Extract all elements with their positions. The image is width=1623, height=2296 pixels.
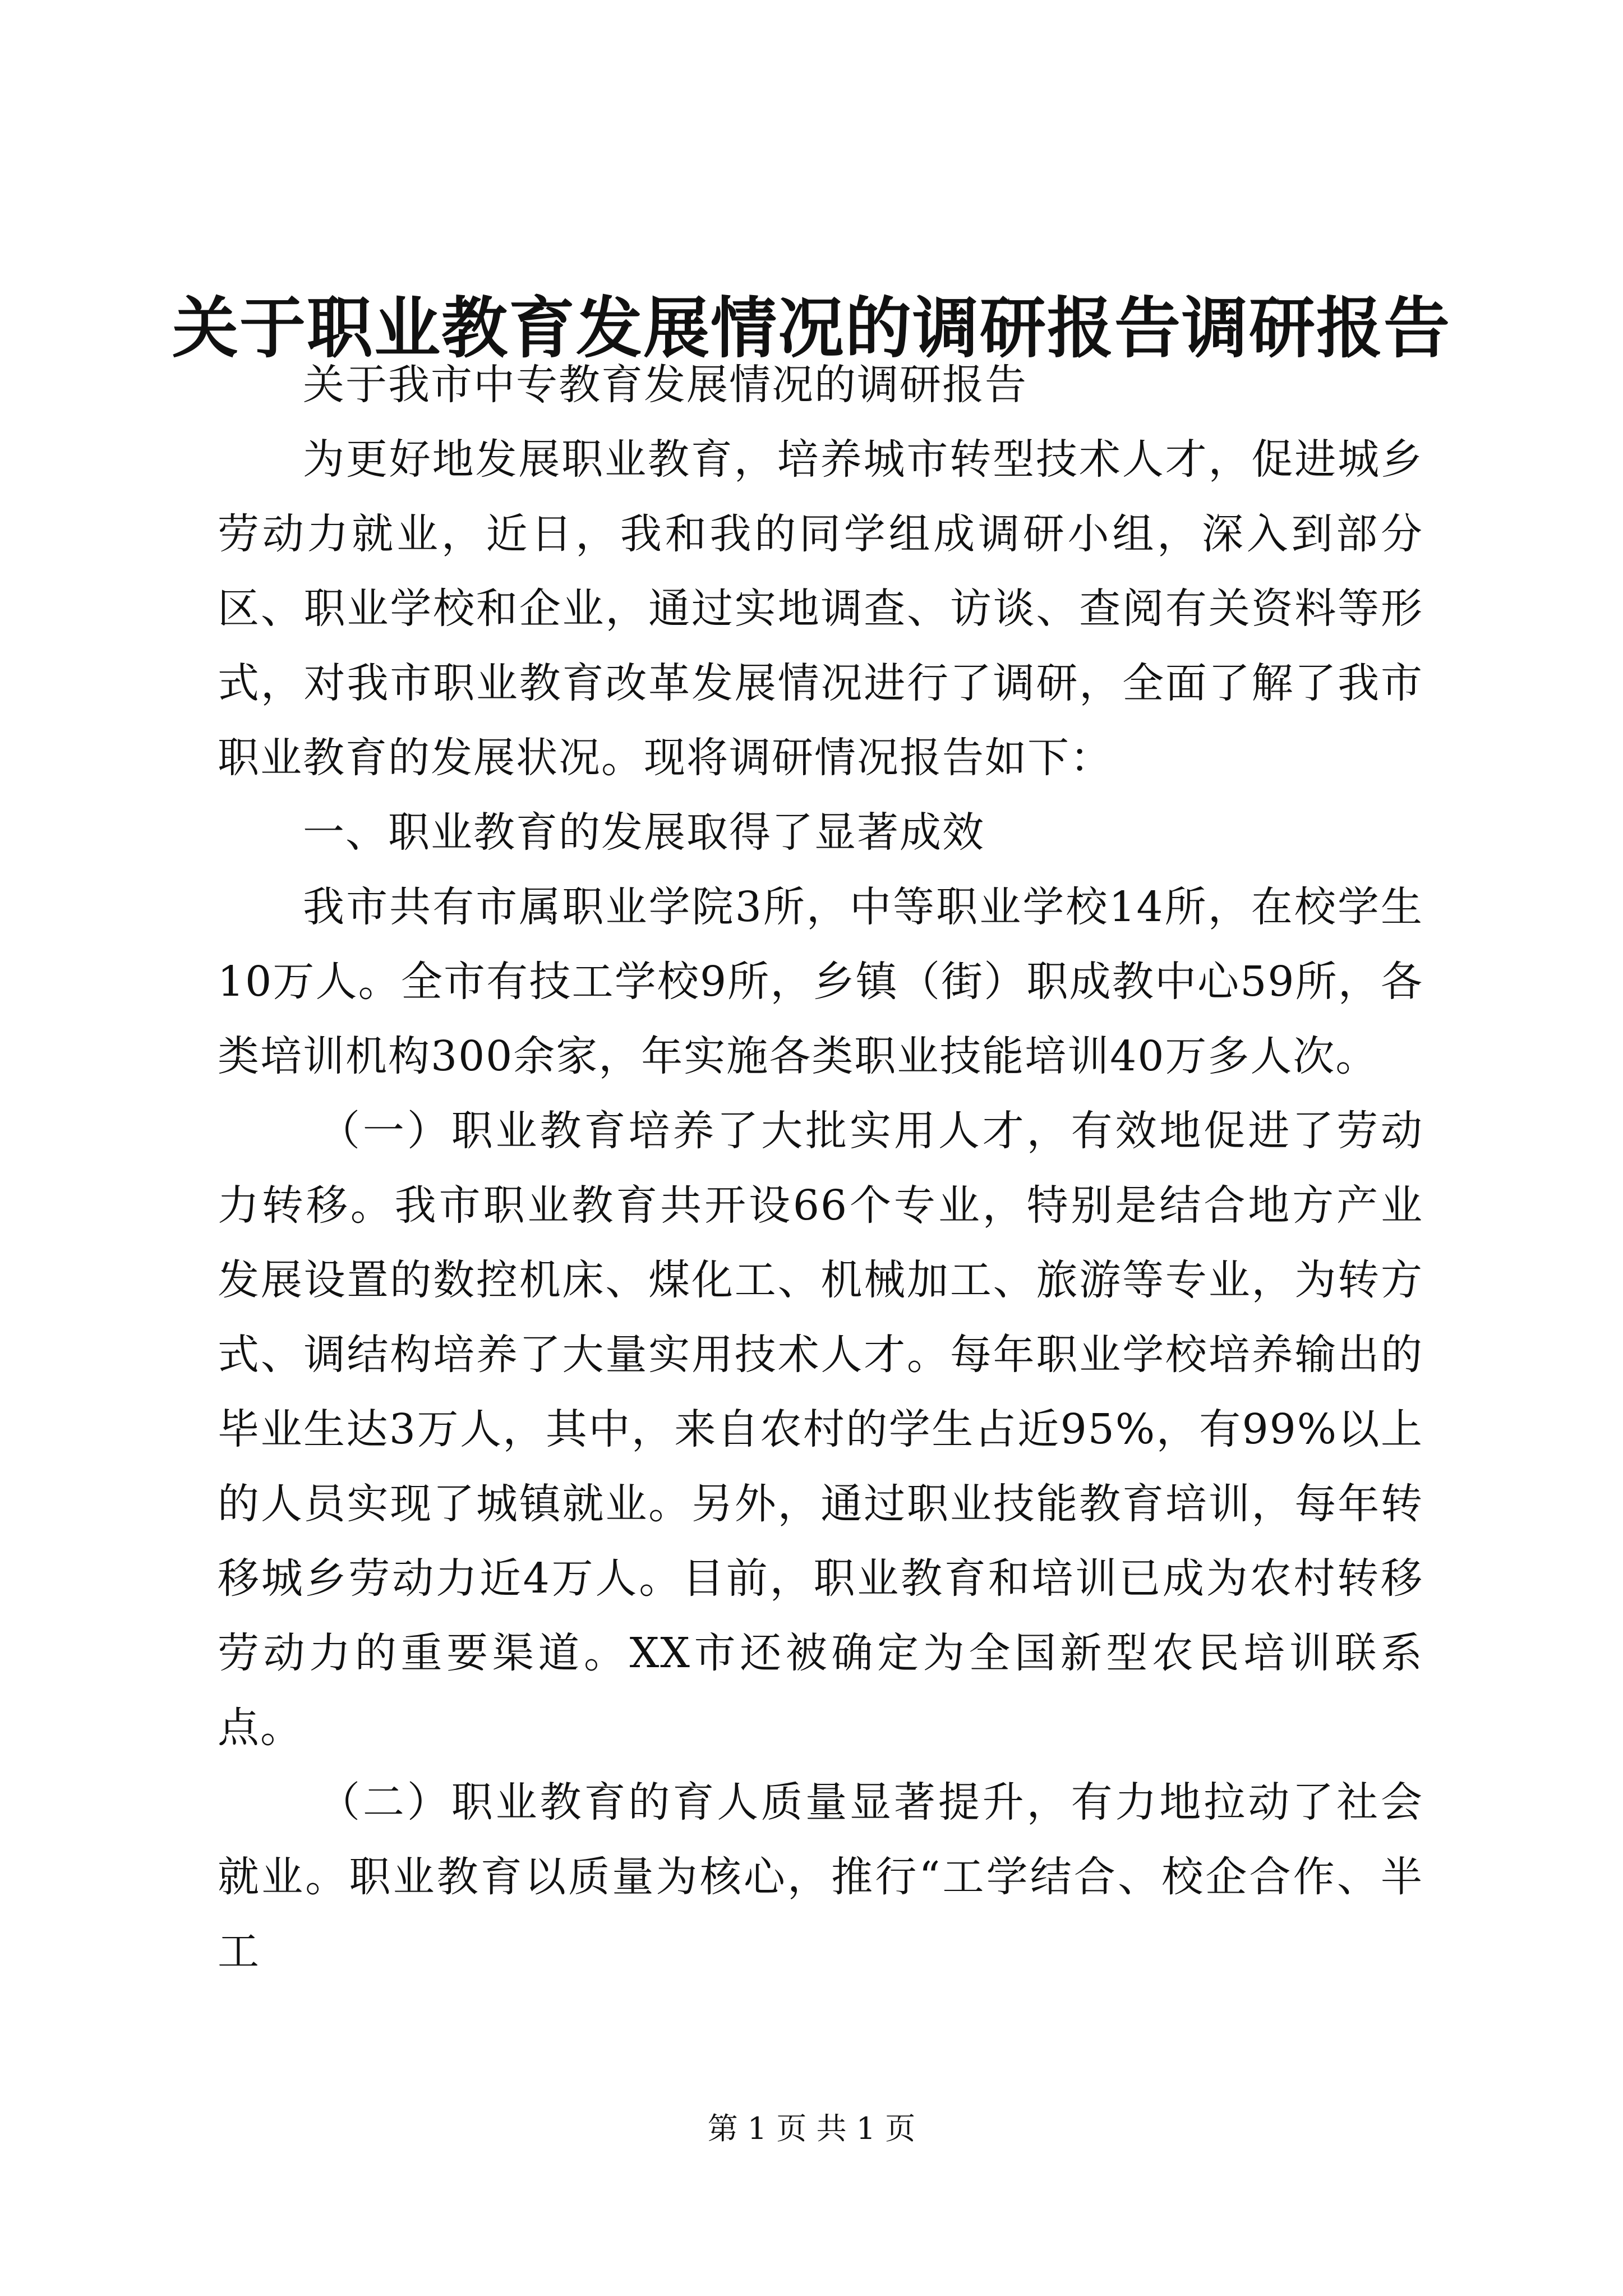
- paragraph-subtitle: 关于我市中专教育发展情况的调研报告: [303, 361, 1027, 409]
- section-heading-1: 一、职业教育的发展取得了显著成效: [303, 808, 985, 857]
- page-footer: 第 1 页 共 1 页: [707, 2111, 916, 2146]
- paragraph-overview: 我市共有市属职业学院3所，中等职业学校14所，在校学生10万人。全市有技工学校9所，乡镇（街）职成教中心59所，各类培训机构300余家，年实施各类职业技能培训40万多人次。: [218, 883, 1423, 1080]
- paragraph-subsection-1: （一）职业教育培养了大批实用人才，有效地促进了劳动力转移。我市职业教育共开设66个专业，特别是结合地方产业发展设置的数控机床、煤化工、机械加工、旅游等专业，为转方式、调结构培养了大量实用技术人才。每年职业学校培养输出的毕业生达3万人，其中，来自农村的学生占近95%，有99%以上的人员实现了城镇就业。另外，通过职业技能教育培训，每年转移城乡劳动力近4万人。目前，职业教育和培训已成为农村转移劳动力的重要渠道。XX市还被确定为全国新型农民培训联系点。: [218, 1107, 1423, 1752]
- paragraph-subsection-2: （二）职业教育的育人质量显著提升，有力地拉动了社会就业。职业教育以质量为核心，推行“工学结合、校企合作、半工: [218, 1778, 1423, 1976]
- document-body: [218, 348, 1423, 1989]
- paragraph-intro: 为更好地发展职业教育，培养城市转型技术人才，促进城乡劳动力就业，近日，我和我的同学组成调研小组，深入到部分区、职业学校和企业，通过实地调查、访谈、查阅有关资料等形式，对我市职业教育改革发展情况进行了调研，全面了解了我市职业教育的发展状况。现将调研情况报告如下：: [218, 435, 1423, 782]
- document-title: 关于职业教育发展情况的调研报告调研报告: [172, 289, 1451, 367]
